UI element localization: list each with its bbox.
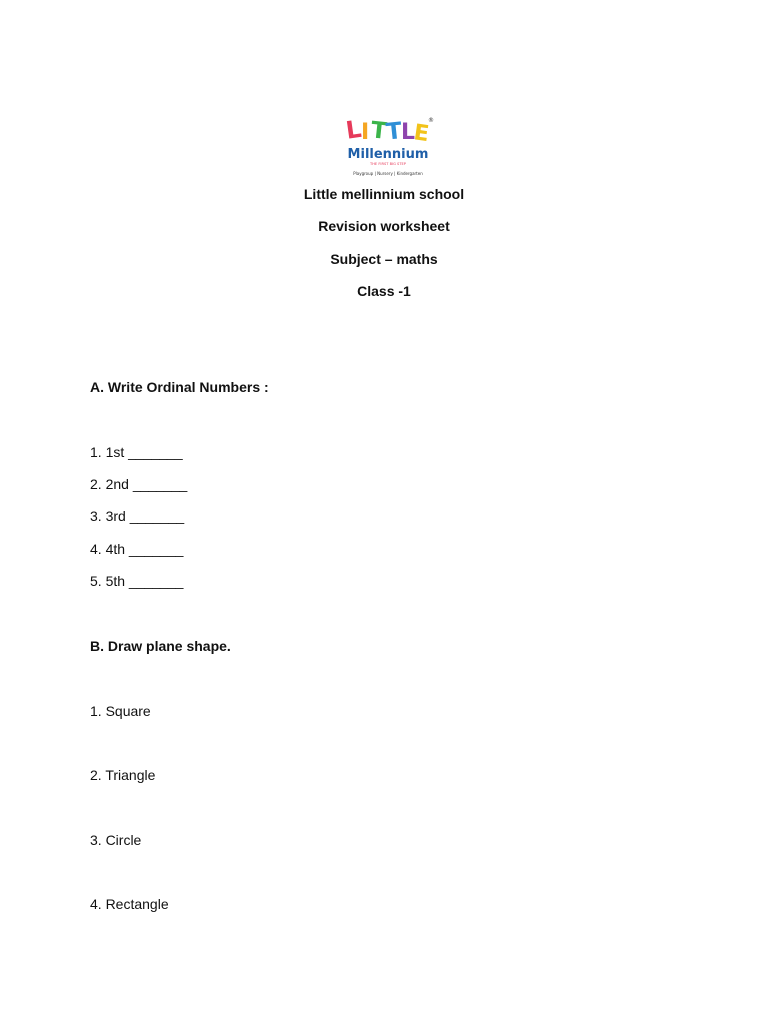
school-logo <box>340 108 436 180</box>
shape-item-rectangle: 4. Rectangle <box>90 896 169 912</box>
shape-item-square: 1. Square <box>90 703 151 719</box>
shape-item-circle: 3. Circle <box>90 832 142 848</box>
svg-text:®: ® <box>428 117 434 124</box>
svg-text:Millennium: Millennium <box>347 147 429 162</box>
ordinal-item-1: 1. 1st _______ <box>90 444 183 460</box>
shape-item-triangle: 2. Triangle <box>90 767 156 783</box>
ordinal-item-3: 3. 3rd _______ <box>90 508 185 524</box>
subject-line: Subject – maths <box>330 251 438 267</box>
worksheet-title: Revision worksheet <box>318 218 450 234</box>
section-b-title: B. Draw plane shape. <box>90 638 231 654</box>
svg-text:L: L <box>401 120 416 145</box>
ordinal-item-5: 5. 5th _______ <box>90 573 184 589</box>
section-a-title: A. Write Ordinal Numbers : <box>90 379 269 395</box>
ordinal-item-4: 4. 4th _______ <box>90 541 184 557</box>
svg-text:T: T <box>369 117 388 145</box>
svg-text:E: E <box>412 120 431 148</box>
svg-text:T: T <box>384 118 404 146</box>
svg-text:Playgroup | Nursery | Kinderga: Playgroup | Nursery | Kindergarten <box>353 171 423 176</box>
ordinal-item-2: 2. 2nd _______ <box>90 476 188 492</box>
little-millennium-logo-icon <box>340 108 436 180</box>
class-line: Class -1 <box>357 283 411 299</box>
school-name: Little mellinnium school <box>303 186 465 202</box>
svg-text:I: I <box>361 120 370 145</box>
svg-text:L: L <box>344 114 364 145</box>
svg-text:THE FIRST BIG STEP: THE FIRST BIG STEP <box>370 162 406 166</box>
